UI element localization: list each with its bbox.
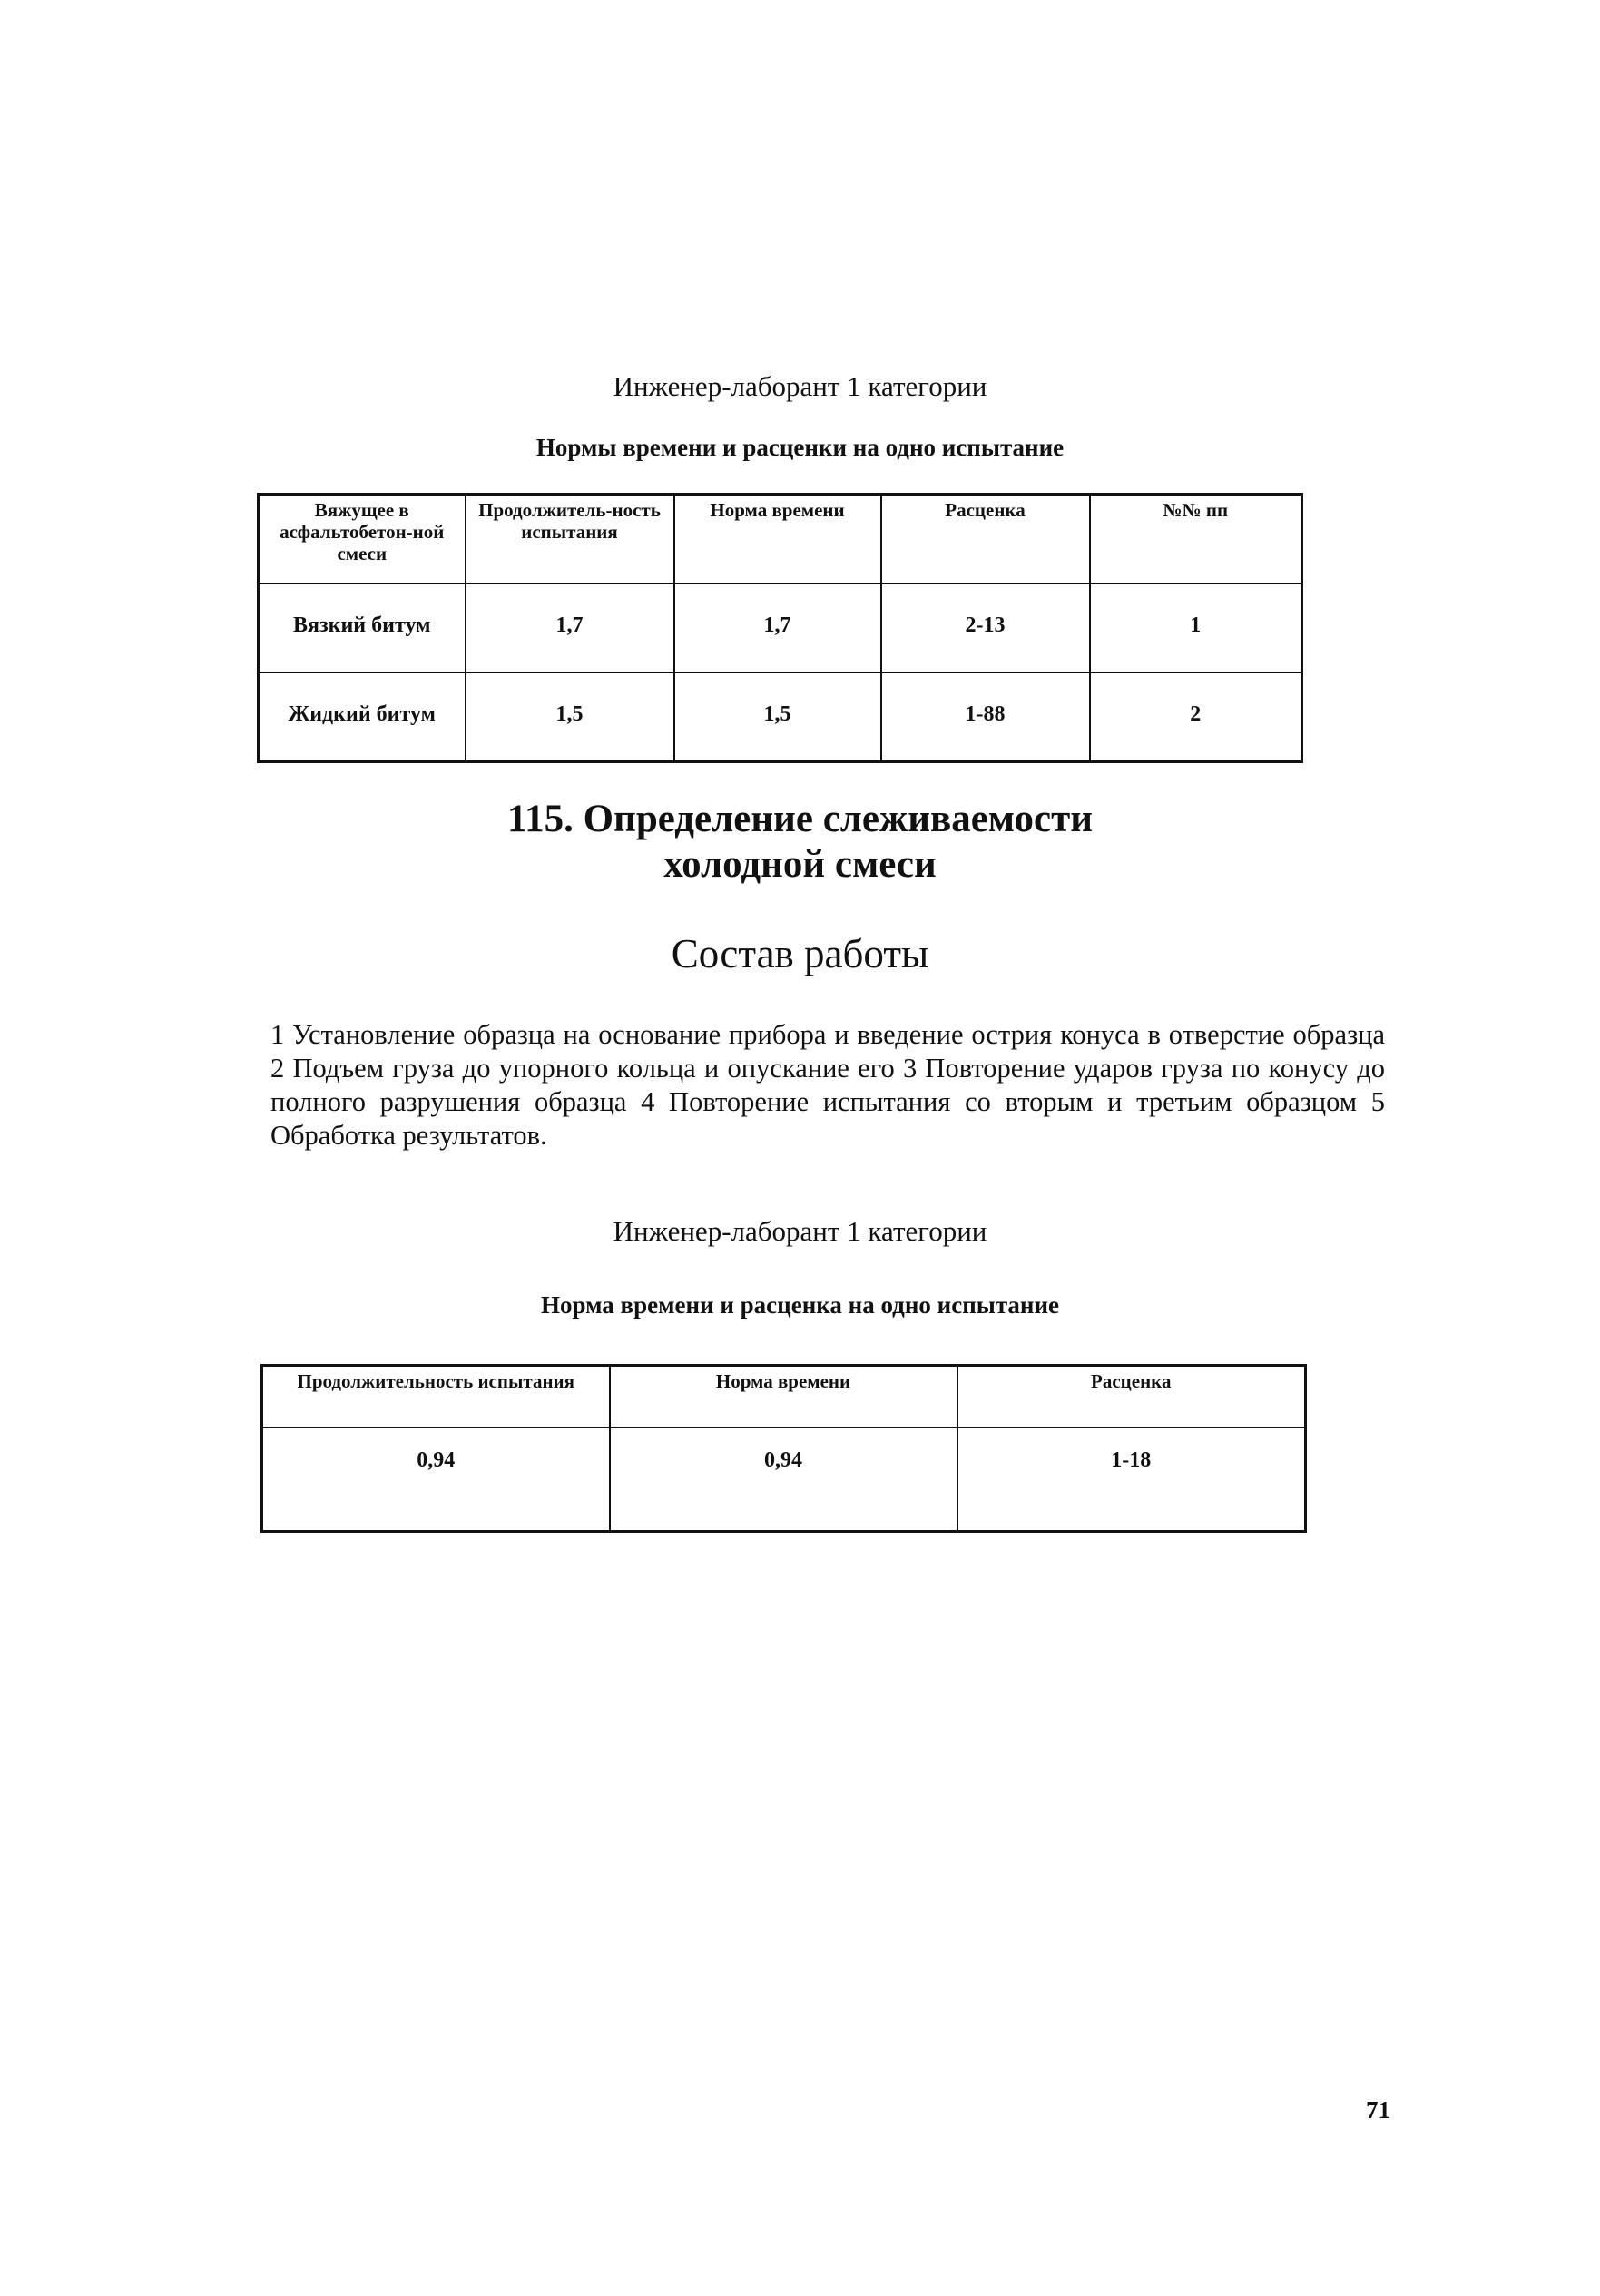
cell-duration: 1,5 [466,672,674,762]
header-duration: Продолжительность испытания [262,1366,610,1428]
norms-table-2 [260,1364,1307,1533]
table-row [262,1428,1306,1532]
cell-binder: Жидкий битум [259,672,466,762]
table-header-row [259,495,1302,584]
table-row [259,672,1302,762]
norms-table-1 [257,493,1303,763]
section-title [0,797,1600,888]
cell-row-number: 2 [1090,672,1302,762]
cell-duration: 1,7 [466,584,674,672]
section-title-line-2: холодной смеси [663,843,937,886]
header-rate: Расценка [881,495,1090,584]
work-composition-heading: Состав работы [671,931,929,976]
cell-time-norm: 0,94 [610,1428,957,1532]
page-number: 71 [1366,2096,1390,2124]
header-binder: Вяжущее в асфальтобетон-ной смеси [259,495,466,584]
work-composition-text [270,1018,1385,1153]
header-row-number: №№ пп [1090,495,1302,584]
position-title-2: Инженер-лаборант 1 категории [613,1215,987,1247]
cell-row-number: 1 [1090,584,1302,672]
cell-rate: 2-13 [881,584,1090,672]
cell-duration: 0,94 [262,1428,610,1532]
table-1-title: Нормы времени и расценки на одно испытание [535,434,1065,461]
cell-rate: 1-18 [957,1428,1306,1532]
cell-time-norm: 1,5 [674,672,881,762]
position-title-1: Инженер-лаборант 1 категории [613,370,987,402]
work-composition-paragraph: 1 Установление образца на основание прибора и введение острия конуса в отверстие образца 2 Подъем груза до упорного кольца и опускание его 3 Повторение ударов груза по конусу до полного разрушения образца 4 Повторение испытания со вторым и третьим образцом 5 Обработка результатов. [270,1019,1385,1151]
section-title-line-1: 115. Определение слеживаемости [507,798,1093,840]
header-duration: Продолжитель-ность испытания [466,495,674,584]
header-time-norm: Норма времени [674,495,881,584]
header-time-norm: Норма времени [610,1366,957,1428]
header-rate: Расценка [957,1366,1306,1428]
cell-time-norm: 1,7 [674,584,881,672]
cell-binder: Вязкий битум [259,584,466,672]
table-2-title: Норма времени и расценка на одно испытание [540,1291,1060,1319]
cell-rate: 1-88 [881,672,1090,762]
table-row [259,584,1302,672]
table-header-row [262,1366,1306,1428]
